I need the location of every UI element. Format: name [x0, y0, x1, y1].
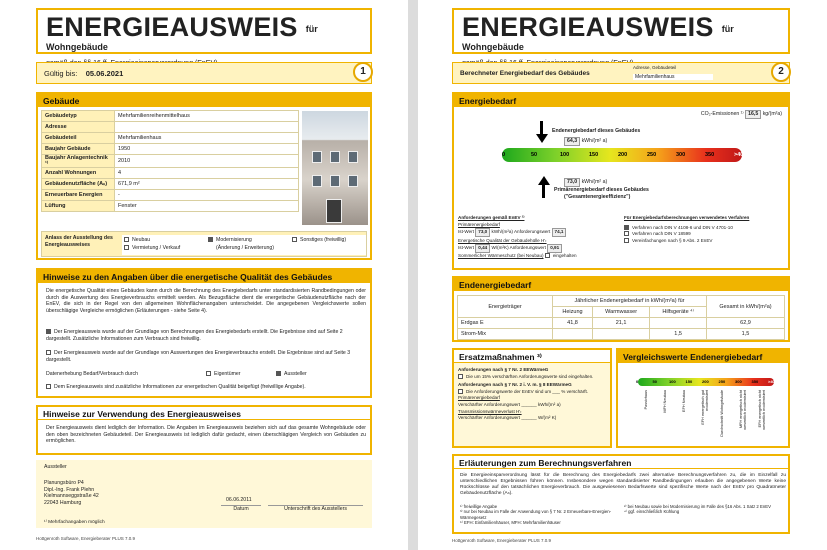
footnote: ¹⁾ freiwillige Angabe [460, 504, 498, 509]
issue-date: 06.06.2011 [226, 497, 252, 503]
vergleich-title: Vergleichswerte Endenergiebedarf [618, 350, 788, 363]
endenergie-cell [553, 329, 593, 340]
footnote: ²⁾ bei Neubau sowie bei Modernisierung im Falle des §16 Abs. 1 Satz 2 EnEV [624, 504, 771, 509]
gebaeude-row-value: 671,9 m² [115, 179, 299, 190]
ersatz-a1-checkbox[interactable] [458, 374, 463, 379]
aussteller-checkbox[interactable] [276, 371, 281, 376]
option-zusatz [46, 384, 366, 391]
proc-din18599-checkbox[interactable] [624, 231, 629, 236]
aussteller-section [36, 460, 372, 528]
ersatz-prim: Primärenergiebedarf [458, 395, 500, 401]
req-title: Anforderungen gemäß EnEV ²⁾ [458, 215, 525, 220]
sommer-checkbox[interactable] [545, 253, 550, 258]
vermietung-checkbox[interactable] [124, 245, 129, 250]
sonstiges-checkbox[interactable] [292, 237, 297, 242]
gebaeude-row-value: Mehrfamilienreihenmittelhaus [115, 111, 299, 122]
prim-arrow-stem [542, 184, 545, 198]
req-prim-row [458, 228, 618, 237]
anf-value: 74,1 [552, 228, 567, 237]
hinweise-text: Die energetische Qualität eines Gebäudes kann durch die Berechnung des Energiebedarfs unter standardisierten Randbedingungen oder durch die Auswertung des Energieverbrauchs ermittelt werden. Als Bezugsfläche dient die energetische Gebäudenutzfläche nach der EnEV, die sich in der Regel von den allgemeinen Wohnflächenangaben unterscheidet. Die angegebenen Vergleichswerte sollen überschlägige Vergleiche ermöglichen (Erläuterungen - siehe Seite 4). [46, 288, 366, 314]
proc-vereinfach: Vereinfachungen nach § 9 Abs. 2 EnEV [632, 237, 713, 243]
verwendung-text: Der Energieausweis dient lediglich der Information. Die Angaben im Energieausweis beziehen sich auf das gesamte Wohngebäude oder den oben bezeichneten Gebäudeteil. Der Energieausweis ist lediglich dafür gedacht, einen überschlägigen Vergleich von Gebäuden zu ermöglichen. [46, 425, 366, 445]
gebaeude-table [41, 110, 299, 212]
footnotes-right [624, 504, 786, 515]
gebaeude-row-value: Mehrfamilienhaus [115, 133, 299, 144]
endenergie-cell: 1,5 [650, 329, 707, 340]
anlass-options [122, 235, 366, 255]
gebaeude-row [42, 122, 299, 133]
gebaeude-row-label: Gebäudetyp [42, 111, 115, 122]
building-photo [302, 111, 368, 225]
footnotes-left [460, 504, 620, 526]
end-arrow-stem [540, 121, 543, 135]
page-number-2: 2 [771, 62, 791, 82]
hinweise-section [36, 268, 372, 398]
gebaeude-row [42, 133, 299, 144]
aenderung-label: (Änderung / Erweiterung) [216, 245, 274, 251]
ersatz-title: Ersatzmaßnahmen ³⁾ [454, 350, 610, 363]
scale-tick: 300 [735, 379, 742, 384]
req-ht-label: Energetische Qualität der Gebäudehülle H'ₜ [458, 237, 547, 243]
page-number-1: 1 [353, 62, 373, 82]
page2-title: ENERGIEAUSWEIS [462, 12, 714, 42]
ist-unit: kWh/(m²a) [491, 229, 513, 235]
erlaeuterung-section [452, 454, 790, 534]
ersatz-a1-text: Die um 15% verschärften Anforderungswerte sind eingehalten. [466, 373, 594, 379]
vergleich-section [616, 348, 790, 448]
endenergie-cell: 62,9 [707, 318, 785, 329]
col-group: Jährlicher Endenergiebedarf in kWh/(m²a) für [553, 296, 707, 307]
gebaeude-row-label: Erneuerbare Energien [42, 190, 115, 201]
vergleich-label: Passivhaus [644, 390, 648, 410]
sommer-label: Sommerlicher Wärmeschutz (bei Neubau) [458, 252, 544, 258]
verbrauch-checkbox[interactable] [46, 350, 51, 355]
page1-title-suffix: für Wohngebäude [46, 24, 318, 52]
ersatz-a2-text: Die Anforderungswerte der EnEV sind um [466, 388, 552, 394]
scale-tick: >400 [734, 152, 747, 158]
scale-tick: 50 [531, 152, 538, 158]
ist-value: 73,0 [475, 228, 490, 237]
gebaeude-row [42, 201, 299, 212]
eigentuemer-label: Eigentümer [214, 371, 241, 377]
page2-footer: Hottgenroth Software, Energieberater PLUS 7.0.9 [452, 538, 552, 543]
sonstiges-label: Sonstiges (freiwillig) [300, 237, 347, 243]
gebaeude-row-label: Adresse [42, 122, 115, 133]
ersatz-content: Anforderungen nach § 7 Nr. 2 EEWärmeG Die um 15% verschärften Anforderungswerte sind eingehalten. Anforderungen nach § 7 Nr. 2 i. V. m. § 8 EEWärmeG Die Anforderungswerte der EnEV sind um ___ % verschärft. Primärenergiebedarf Verschärfter Anforderungswert ______ kWh/(m² a) Transmissionswärmeverlust H'ₜ Verschärfter Anforderungswert ______ W/(m² K) [458, 367, 610, 422]
anf2-label: Anforderungswert [509, 245, 546, 251]
hinweise-title: Hinweise zu den Angaben über die energetische Qualität des Gebäudes [38, 270, 370, 283]
endenergie-cell [593, 329, 650, 340]
proc-din18599: Verfahren nach DIN V 18599 [632, 231, 691, 237]
scale-tick: 200 [702, 379, 709, 384]
col-hilfsgeraete: Hilfsgeräte ⁴⁾ [650, 307, 707, 318]
gebaeude-row-label: Baujahr Anlagentechnik ¹⁾ [42, 155, 115, 168]
adresse-label: Adresse, Gebäudeteil [633, 65, 677, 70]
aussteller-option-label: Aussteller [284, 371, 307, 377]
verwendung-title: Hinweise zur Verwendung des Energieausweises [38, 407, 370, 420]
zusatz-checkbox[interactable] [46, 384, 51, 389]
eigentuemer-checkbox[interactable] [206, 371, 211, 376]
end-value: 64,3 [564, 137, 580, 146]
scale-tick: 150 [685, 379, 693, 384]
proc-din4108-checkbox[interactable] [624, 225, 629, 230]
ersatz-p1: Verschärfter Anforderungswert [458, 401, 521, 407]
footnote: ⁵⁾ EFH: Einfamilienhäuser, MFH: Mehrfamilienhäuser [460, 520, 561, 526]
aussteller-address [44, 480, 99, 506]
scale-tick: 350 [705, 152, 715, 158]
scale-tick: 0 [636, 379, 639, 384]
page1-header [36, 8, 372, 54]
vergleich-label: MFH Neubau [663, 390, 667, 413]
valid-label: Gültig bis: [44, 68, 78, 78]
option-bedarf [46, 329, 366, 342]
end-arrow-icon [536, 134, 548, 143]
gebaeude-title: Gebäude [38, 94, 370, 107]
proc-title: Für Energiebedarfsberechnungen verwendetes Verfahren [624, 215, 750, 220]
gebaeude-section [36, 92, 372, 260]
ersatz-p2: Verschärfter Anforderungswert [458, 415, 521, 421]
col-traeger: Energieträger [458, 296, 553, 318]
gebaeude-row [42, 190, 299, 201]
valid-bar [36, 62, 372, 84]
scale-tick: 100 [560, 152, 570, 158]
sommer-row [458, 253, 618, 260]
erlaeuterung-title: Erläuterungen zum Berechnungsverfahren [454, 456, 788, 469]
col-heizung: Heizung [553, 307, 593, 318]
end-label: Endenergiebedarf dieses Gebäudes [552, 128, 641, 134]
neubau-label: Neubau [132, 237, 151, 243]
ersatz-a1: Anforderungen nach § 7 Nr. 2 EEWärmeG [458, 367, 549, 372]
gebaeude-row-value: 4 [115, 168, 299, 179]
ersatz-a2: Anforderungen nach § 7 Nr. 2 i. V. m. § 8 EEWärmeG [458, 382, 572, 388]
page-2 [418, 0, 827, 550]
option-bedarf-text: Der Energieausweis wurde auf der Grundlage von Berechnungen des Energiebedarfs erstellt. Die Ergebnisse sind auf Seite 2 dargestellt. Zusätzliche Informationen zum Verbrauch sind freiwillig. [46, 329, 343, 342]
option-verbrauch [46, 350, 366, 363]
end-value-row [564, 137, 607, 146]
gebaeude-row-value: - [115, 190, 299, 201]
scale-tick: >400 [768, 379, 778, 384]
vergleich-label: EFH energetisch nicht wesentlich modernisiert [758, 390, 767, 430]
date-label: Datum [221, 505, 261, 513]
endenergie-row [458, 329, 785, 340]
vergleich-label: EFH Neubau [682, 390, 686, 412]
gebaeude-row-label: Gebäudenutzfläche (Aₙ) [42, 179, 115, 190]
scale-tick: 150 [589, 152, 599, 158]
bedarf-checkbox[interactable] [46, 329, 51, 334]
requirements-block [458, 215, 618, 260]
gebaeude-row-value: 1950 [115, 144, 299, 155]
col-warmwasser: Warmwasser [593, 307, 650, 318]
option-zusatz-text: Dem Energieausweis sind zusätzliche Informationen zur energetischen Qualität beigefügt (freiwillige Angabe). [54, 384, 306, 390]
scale-tick: 300 [676, 152, 686, 158]
ersatz-pct: % verschärft. [561, 388, 589, 394]
gebaeude-row [42, 179, 299, 190]
prim-label: Primärenergiebedarf dieses Gebäudes [554, 187, 649, 193]
gebaeude-row [42, 144, 299, 155]
req-ht-row [458, 244, 618, 253]
endenergie-title: Endenergiebedarf [454, 278, 788, 291]
valid-date: 05.06.2021 [85, 68, 124, 78]
proc-vereinfach-checkbox[interactable] [624, 238, 629, 243]
endenergie-cell: Erdgas E [458, 318, 553, 329]
ersatz-section [452, 348, 612, 448]
endenergie-row [458, 318, 785, 329]
footnote-mehrfach: ¹⁾ Mehrfachangaben möglich [44, 520, 105, 525]
gebaeude-row [42, 168, 299, 179]
anlass-label: Anlass der Ausstellung des Energieausweises [45, 235, 113, 248]
scale-tick: 50 [652, 379, 657, 384]
ist2-label: Ist-Wert [458, 245, 474, 251]
anf-label: Anforderungswert [513, 229, 551, 235]
aussteller-line: Planungsbüro P4 [44, 480, 84, 486]
energiebedarf-section [452, 92, 790, 270]
vergleich-label: EFH energetisch gut modernisiert [701, 390, 710, 425]
page1-footer: Hottgenroth Software, Energieberater PLUS 7.0.9 [36, 536, 136, 541]
col-gesamt: Gesamt in kWh/(m²a) [707, 296, 785, 318]
page1-title: ENERGIEAUSWEIS [46, 12, 298, 42]
bedarf-bar-label: Berechneter Energiebedarf des Gebäudes [460, 69, 590, 77]
scale-tick: 350 [751, 379, 759, 384]
datenerhebung-label: Datenerhebung Bedarf/Verbrauch durch [46, 371, 138, 377]
aussteller-label: Aussteller [44, 464, 67, 470]
end-unit: kWh/(m² a) [581, 138, 608, 144]
footnote: ⁴⁾ ggf. einschließlich Kühlung [624, 509, 680, 515]
gebaeude-row [42, 155, 299, 168]
endenergie-cell [650, 318, 707, 329]
co2-value: 16,5 [745, 110, 761, 119]
neubau-checkbox[interactable] [124, 237, 129, 242]
aussteller-line: Dipl.-Ing. Frank Plehn [44, 486, 95, 493]
erlaeuterung-text: Die Energieeinsparverordnung lässt für die Berechnung des Energiebedarfs zwei alternative Berechnungsverfahren zu, die im Einzelfall zu unterschiedlichen Ergebnissen führen können. Insbesondere wegen standardisierter Randbedingungen erlauben die angegebenen Werte keine Rückschlüsse auf den tatsächlichen Energieverbrauch. Die ausgewiesenen Bedarfswerte sind spezifische Werte nach der EnEV pro Quadratmeter Gebäudenutzfläche (Aₙ). [460, 473, 786, 496]
scale-tick: 100 [669, 379, 676, 384]
proc-din4108: Verfahren nach DIN V 4108-6 und DIN V 4701-10 [632, 224, 733, 230]
page2-title-suffix: für Wohngebäude [462, 24, 734, 52]
gebaeude-row-label: Gebäudeteil [42, 133, 115, 144]
verwendung-section [36, 405, 372, 455]
co2-row [701, 110, 782, 119]
scale-tick: 200 [618, 152, 628, 158]
endenergie-cell: 21,1 [593, 318, 650, 329]
req-prim-label: Primärenergiebedarf [458, 221, 500, 227]
page-1 [0, 0, 408, 550]
gebaeude-row-value: 2010 [115, 155, 299, 168]
endenergie-section [452, 276, 790, 342]
ist2-unit: W/(m²K) [491, 245, 509, 251]
gebaeude-row-value [115, 122, 299, 133]
prim-label2: ("Gesamtenergieeffizienz") [564, 194, 631, 200]
endenergie-table [457, 295, 785, 340]
prim-unit: kWh/(m² a) [581, 179, 608, 185]
scale-tick: 0 [502, 152, 506, 158]
ersatz-trans: Transmissionswärmeverlust H'ₜ [458, 408, 522, 414]
anf2-value: 0,91 [547, 244, 562, 253]
page2-header [452, 8, 790, 54]
modernisierung-label: Modernisierung [216, 237, 252, 243]
aussteller-line: 22043 Hamburg [44, 499, 82, 506]
ist-label: Ist-Wert [458, 229, 474, 235]
gebaeude-row [42, 111, 299, 122]
endenergie-cell: 1,5 [707, 329, 785, 340]
vergleich-label: MFH energetisch nicht wesentlich modernisiert [739, 390, 748, 430]
scale-tick: 250 [647, 152, 657, 158]
modernisierung-checkbox[interactable] [208, 237, 213, 242]
prim-value: 73,0 [564, 178, 580, 187]
co2-label: CO₂-Emissionen ¹⁾ [700, 111, 744, 117]
gebaeude-row-value: Fenster [115, 201, 299, 212]
signature-label: Unterschrift des Ausstellers [268, 505, 363, 513]
ersatz-a2-checkbox[interactable] [458, 389, 463, 394]
prim-value-row [564, 178, 607, 187]
bedarf-bar [452, 62, 790, 84]
vermietung-label: Vermietung / Verkauf [132, 245, 181, 251]
gebaeude-row-label: Lüftung [42, 201, 115, 212]
procedure-block [624, 215, 786, 244]
option-datenerhebung [46, 371, 366, 378]
gebaeude-row-label: Baujahr Gebäude [42, 144, 115, 155]
anlass-row [41, 231, 367, 257]
gebaeude-row-label: Anzahl Wohnungen [42, 168, 115, 179]
endenergie-cell: Strom-Mix [458, 329, 553, 340]
ersatz-u2: W/(m² K) [537, 415, 557, 421]
footnote: ³⁾ nur bei Neubau im Falle der Anwendung von § 7 Nr. 2 Erneuerbare-Energien-Wärmegesetz [460, 509, 612, 520]
aussteller-line: Kielmannseggstraße 42 [44, 493, 99, 500]
scale-tick: 250 [718, 379, 726, 384]
co2-unit: kg/(m²a) [762, 111, 782, 117]
endenergie-cell: 41,8 [553, 318, 593, 329]
sommer-value: eingehalten [552, 252, 577, 258]
ist2-value: 0,44 [475, 244, 490, 253]
option-verbrauch-text: Der Energieausweis wurde auf der Grundlage von Auswertungen des Energieverbrauchs erstellt. Die Ergebnisse sind auf Seite 3 dargestellt. [46, 350, 351, 363]
energiebedarf-title: Energiebedarf [454, 94, 788, 107]
bedarf-bar-value: Mehrfamilienhaus [633, 74, 713, 80]
vergleich-label: Durchschnitt Wohngebäude [720, 390, 724, 437]
ersatz-u1: kWh/(m² a) [537, 401, 561, 407]
